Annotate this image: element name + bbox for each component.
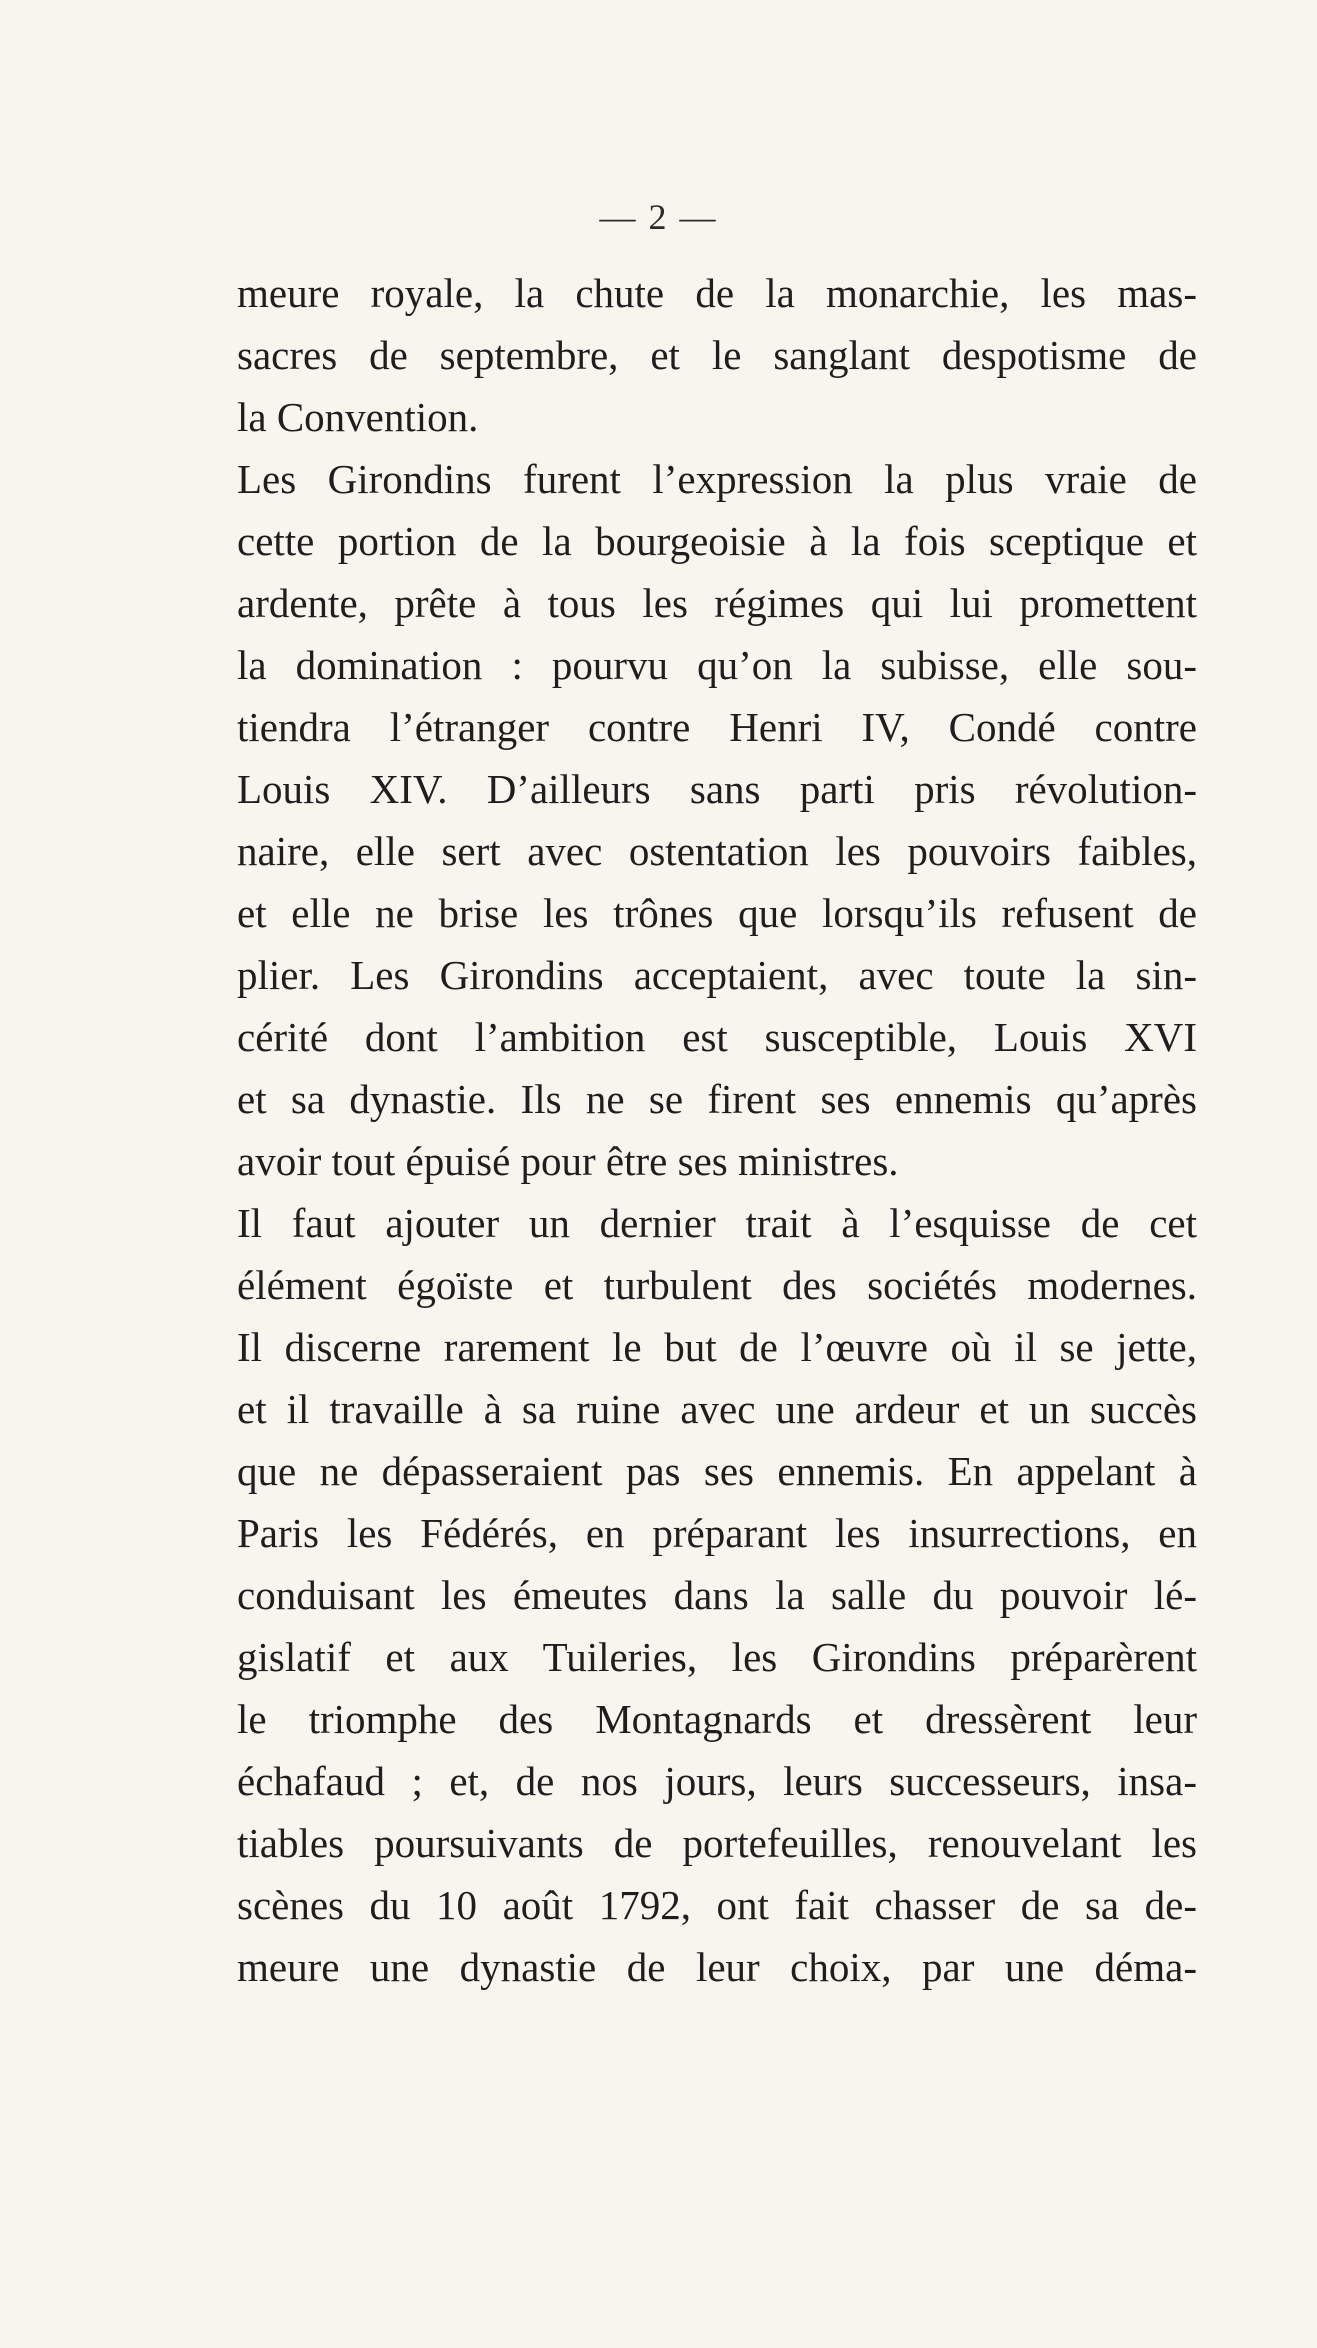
text-line: meure royale, la chute de la monarchie, les mas- bbox=[237, 270, 1197, 316]
text-line: Les Girondins furent l’expression la plus vraie de bbox=[237, 456, 1197, 502]
text-line: Il faut ajouter un dernier trait à l’esquisse de cet bbox=[237, 1200, 1197, 1246]
text-line: Il discerne rarement le but de l’œuvre où il se jette, bbox=[237, 1324, 1197, 1370]
text-line: cérité dont l’ambition est susceptible, Louis XVI bbox=[237, 1014, 1197, 1060]
text-line: et elle ne brise les trônes que lorsqu’ils refusent de bbox=[237, 890, 1197, 936]
text-line: et sa dynastie. Ils ne se firent ses ennemis qu’après bbox=[237, 1076, 1197, 1122]
text-line: élément égoïste et turbulent des sociétés modernes. bbox=[237, 1262, 1197, 1308]
text-line: ardente, prête à tous les régimes qui lui promettent bbox=[237, 580, 1197, 626]
text-line: le triomphe des Montagnards et dressèrent leur bbox=[237, 1696, 1197, 1742]
text-line: que ne dépasseraient pas ses ennemis. En appelant à bbox=[237, 1448, 1197, 1494]
text-line: et il travaille à sa ruine avec une ardeur et un succès bbox=[237, 1386, 1197, 1432]
text-line: meure une dynastie de leur choix, par une déma- bbox=[237, 1944, 1197, 1990]
text-line: plier. Les Girondins acceptaient, avec toute la sin- bbox=[237, 952, 1197, 998]
page-number: — 2 — bbox=[599, 197, 718, 237]
text-line: avoir tout épuisé pour être ses ministres. bbox=[237, 1138, 899, 1184]
text-line: cette portion de la bourgeoisie à la fois sceptique et bbox=[237, 518, 1197, 564]
text-line: tiables poursuivants de portefeuilles, renouvelant les bbox=[237, 1820, 1197, 1866]
text-line: gislatif et aux Tuileries, les Girondins préparèrent bbox=[237, 1634, 1197, 1680]
text-line: Louis XIV. D’ailleurs sans parti pris révolution- bbox=[237, 766, 1197, 812]
text-line: la Convention. bbox=[237, 394, 479, 440]
text-line: sacres de septembre, et le sanglant despotisme de bbox=[237, 332, 1197, 378]
text-line: scènes du 10 août 1792, ont fait chasser de sa de- bbox=[237, 1882, 1197, 1928]
text-line: tiendra l’étranger contre Henri IV, Condé contre bbox=[237, 704, 1197, 750]
text-line: Paris les Fédérés, en préparant les insurrections, en bbox=[237, 1510, 1197, 1556]
text-line: la domination : pourvu qu’on la subisse, elle sou- bbox=[237, 642, 1197, 688]
body-text bbox=[237, 262, 1197, 1998]
text-line: naire, elle sert avec ostentation les pouvoirs faibles, bbox=[237, 828, 1197, 874]
text-line: échafaud ; et, de nos jours, leurs successeurs, insa- bbox=[237, 1758, 1197, 1804]
text-line: conduisant les émeutes dans la salle du pouvoir lé- bbox=[237, 1572, 1197, 1618]
